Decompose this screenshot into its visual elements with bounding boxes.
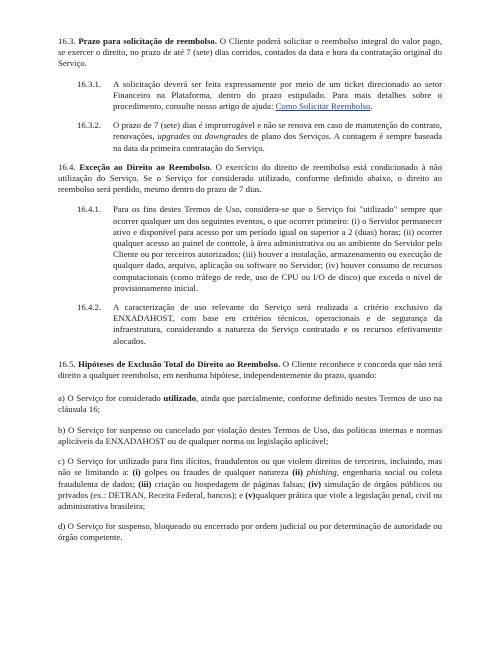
clause-16-4-1	[77, 204, 442, 294]
section-text: O Cliente poderá solicitar o reembolso integral do valor pago, se exercer o direito, no prazo de até 7 (sete) dias corridos, contados da data e hora da contratação original do Serviço.	[58, 36, 443, 69]
section-title: Hipóteses de Exclusão Total do Direito ao Reembolso.	[78, 358, 281, 369]
list-item-c	[58, 456, 442, 512]
clause-text: O prazo de 7 (sete) dias é improrrogável e não se renova em caso de manutenção do contrato, renovações,	[113, 120, 442, 142]
italic-term: downgrades	[204, 131, 248, 142]
section-number: 16.4.	[58, 161, 76, 172]
section-title: Exceção ao Direito ao Reembolso.	[79, 161, 212, 172]
clause-text: Para os fins destes Termos de Uso, considera-se que o Serviço foi "utilizado" sempre que ocorrer qualquer um dos seguintes eventos, o que ocorrer primeiro: (i) o Servidor permanecer ativo e disponível para acesso por um período igual ou superior a 2 (duas) horas; (ii) ocorrer qualquer acesso ao painel de controle, à área administrativa ou ao ambiente do Servidor pelo Cliente ou por terceiros autorizados; (iii) houver a instalação, armazenamento ou execução de qualquer dado, arquivo, aplicação ou software no Servidor; (iv) houver consumo de recursos computacionais (como tráfego de rede, uso de CPU ou I/O de disco) que exceda o nível de provisionamento inicial.	[113, 204, 442, 293]
clause-16-3-1	[77, 79, 442, 113]
bold-marker: (v)	[245, 489, 256, 500]
clause-16-3-2	[77, 120, 442, 154]
italic-term: upgrades	[157, 131, 191, 142]
section-16-4	[58, 162, 442, 196]
clause-number: 16.4.2.	[77, 302, 102, 313]
clause-text: ou	[192, 131, 202, 142]
item-text: b) O Serviço for suspenso ou cancelado por violação destes Termos de Uso, das políticas internas e normas aplicáveis da ENXADAHOST ou de qualquer norma ou legislação aplicável;	[58, 424, 442, 446]
item-text: qualquer prática que viole a legislação penal, civil ou administrativa brasileira;	[58, 489, 442, 511]
section-number: 16.5.	[58, 358, 76, 369]
help-article-link[interactable]: Como Solicitar Reembolso	[275, 101, 371, 112]
list-item-b	[58, 425, 442, 447]
section-number: 16.3.	[58, 36, 76, 46]
clause-number: 16.3.1.	[77, 78, 102, 89]
bold-marker: (ii)	[292, 467, 303, 478]
clause-end: .	[370, 101, 373, 112]
italic-term: phishing	[306, 467, 337, 478]
list-item-d	[58, 521, 442, 543]
item-text: , ainda que parcialmente, conforme definido nestes Termos de uso na cláusula 16;	[58, 393, 443, 415]
section-16-5	[58, 359, 442, 381]
section-title: Prazo para solicitação de reembolso.	[78, 36, 217, 46]
clause-number: 16.3.2.	[77, 120, 102, 131]
bold-marker: (iii)	[138, 478, 152, 489]
item-text: criação ou hospedagem de páginas falsas;	[154, 478, 306, 489]
list-item-a	[58, 393, 442, 415]
clause-text: A caracterização de uso relevante do Serviço será realizada a critério exclusivo da ENXADAHOST, com base em critérios técnicos, operacionais e de segurança da infraestrutura, considerando a natureza do Serviço contratado e os recursos efetivamente alocados.	[113, 302, 442, 346]
item-text: a) O Serviço for considerado	[58, 393, 161, 404]
bold-term: utilizado	[163, 393, 196, 404]
item-text: , engenharia social ou coleta fraudulenta de dados;	[58, 467, 443, 489]
item-text: golpes ou fraudes de qualquer natureza	[144, 467, 289, 478]
bold-marker: (i)	[132, 467, 141, 478]
item-text: simulação de órgãos públicos ou privados (ex.: DETRAN, Receita Federal, bancos); e	[58, 478, 442, 500]
section-text: O Cliente reconhece e concorda que não terá direito a qualquer reembolso, em nenhuma hipótese, independentemente do prazo, quando:	[58, 358, 443, 381]
clause-number: 16.4.1.	[77, 204, 102, 215]
bold-marker: (iv)	[308, 478, 322, 489]
clause-text: A solicitação deverá ser feita expressamente por meio de um ticket direcionado ao setor Financeiro na Plataforma, dentro do prazo estipulado. Para mais detalhes sobre o procedimento, consulte nosso artigo de ajuda:	[113, 78, 442, 112]
clause-text: de plano dos Serviços. A contagem é sempre baseada na data da primeira contratação do Serviço.	[113, 131, 443, 153]
section-text: O exercício do direito de reembolso está condicionado à não utilização do Serviço. Se o Serviço for considerado utilizado, conforme definido abaixo, o direito ao reembolso será perdido, mesmo dentro do prazo de 7 dias.	[58, 161, 442, 195]
clause-16-4-2	[77, 302, 442, 347]
item-text: d) O Serviço for suspenso, bloqueado ou encerrado por ordem judicial ou por determinação de autoridade ou órgão competente.	[58, 521, 442, 543]
section-16-3	[58, 36, 442, 70]
item-text: c) O Serviço for utilizado para fins ilícitos, fraudulentos ou que violem direitos de terceiros, incluindo, mas não se limitando a:	[58, 456, 442, 478]
